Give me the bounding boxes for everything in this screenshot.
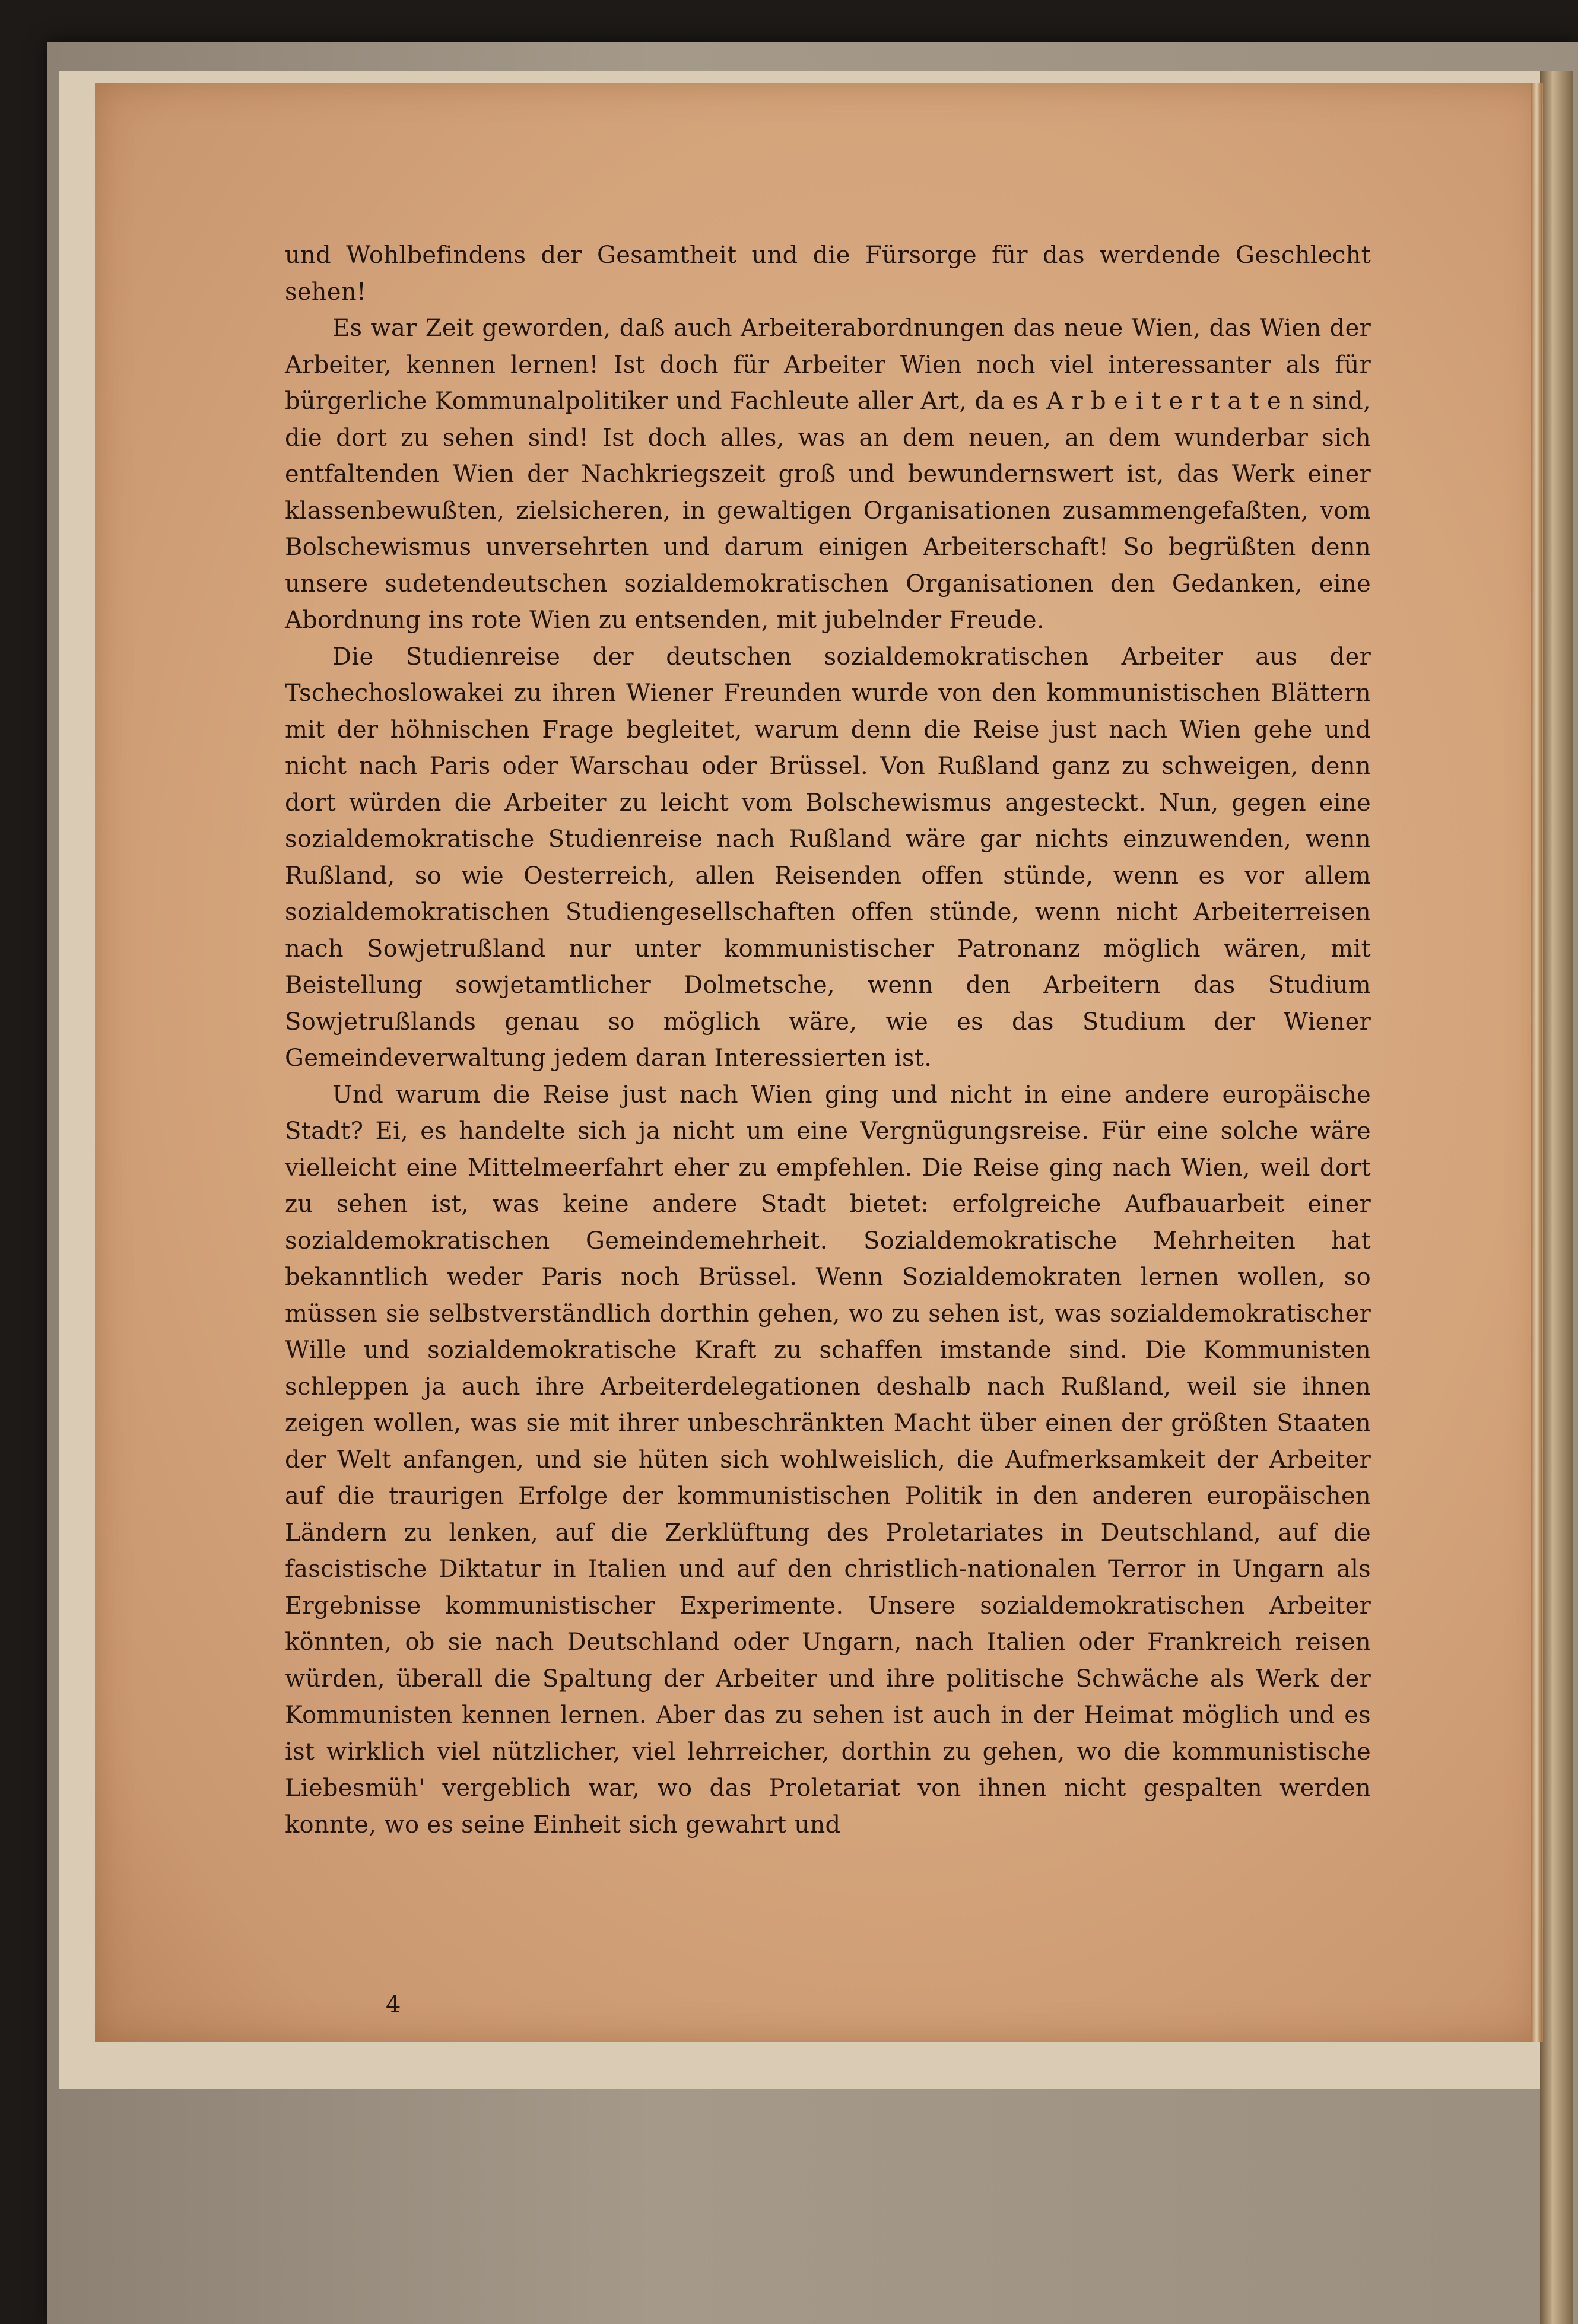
book-spine <box>1540 71 1573 2324</box>
page-number: 4 <box>386 1991 401 2018</box>
paragraph-studienreise: Die Studienreise der deutschen sozialdemokratischen Arbeiter aus der Tschechoslowakei zu ihren Wiener Freunden wurde von den kommunistischen Blättern mit der höhnischen Frage begleitet, warum denn die Reise just nach Wien gehe und nicht nach Paris oder Warschau oder Brüssel. Von Rußland ganz zu schweigen, denn dort würden die Arbeiter zu leicht vom Bolschewismus angesteckt. Nun, gegen eine sozialdemokratische Studienreise nach Rußland wäre gar nichts einzuwenden, wenn Rußland, so wie Oesterreich, allen Reisenden offen stünde, wenn es vor allem sozialdemokratischen Studiengesellschaften offen stünde, wenn nicht Arbeiterreisen nach Sowjetrußland nur unter kommunistischer Patronanz möglich wären, mit Beistellung sowjetamtlicher Dolmetsche, wenn den Arbeitern das Studium Sowjetrußlands genau so möglich wäre, wie es das Studium der Wiener Gemeindeverwaltung jedem daran Interessierten ist. <box>285 643 1371 1072</box>
paragraph-continuation: und Wohlbefindens der Gesamtheit und die Fürsorge für das werdende Geschlecht sehen! <box>285 242 1371 306</box>
paragraph-warum-wien: Und warum die Reise just nach Wien ging und nicht in eine andere europäische Stadt? Ei, es handelte sich ja nicht um eine Vergnügungsreise. Für eine solche wäre vielleicht eine Mittelmeerfahrt eher zu empfehlen. Die Reise ging nach Wien, weil dort zu sehen ist, was keine andere Stadt bietet: erfolgreiche Aufbauarbeit einer sozialdemokratischen Gemeindemehrheit. Sozialdemokratische Mehrheiten hat bekanntlich weder Paris noch Brüssel. Wenn Sozialdemokraten lernen wollen, so müssen sie selbstverständlich dorthin gehen, wo zu sehen ist, was sozialdemokratischer Wille und sozialdemokratische Kraft zu schaffen imstande sind. Die Kommunisten schleppen ja auch ihre Arbeiterdelegationen deshalb nach Rußland, weil sie ihnen zeigen wollen, was sie mit ihrer unbeschränkten Macht über einen der größten Staaten der Welt anfangen, und sie hüten sich wohlweislich, die Aufmerksamkeit der Arbeiter auf die traurigen Erfolge der kommunistischen Politik in den anderen europäischen Ländern zu lenken, auf die Zerklüftung des Proletariates in Deutschland, auf die fascistische Diktatur in Italien und auf den christlich-nationalen Terror in Ungarn als Ergebnisse kommunistischer Experimente. Unsere sozialdemokratischen Arbeiter könnten, ob sie nach Deutschland oder Ungarn, nach Italien oder Frankreich reisen würden, überall die Spaltung der Arbeiter und ihre politische Schwäche als Werk der Kommunisten kennen lernen. Aber das zu sehen ist auch in der Heimat möglich und es ist wirklich viel nützlicher, viel lehrreicher, dorthin zu gehen, wo die kommunistische Liebesmüh' vergeblich war, wo das Proletariat von ihnen nicht gespalten werden konnte, wo es seine Einheit sich gewahrt und <box>285 1081 1371 1839</box>
paragraph-arbeiterabordnungen: Es war Zeit geworden, daß auch Arbeiterabordnungen das neue Wien, das Wien der Arbeiter, kennen lernen! Ist doch für Arbeiter Wien noch viel interessanter als für bürgerliche Kommunalpolitiker und Fachleute aller Art, da es A r b e i t e r t a t e n sind, die dort zu sehen sind! Ist doch alles, was an dem neuen, an dem wunderbar sich entfaltenden Wien der Nachkriegszeit groß und bewundernswert ist, das Werk einer klassenbewußten, zielsicheren, in gewaltigen Organisationen zusammengefaßten, vom Bolschewismus unversehrten und darum einigen Arbeiterschaft! So begrüßten denn unsere sudetendeutschen sozialdemokratischen Organisationen den Gedanken, eine Abordnung ins rote Wien zu entsenden, mit jubelnder Freude. <box>285 315 1371 634</box>
page-edge <box>1531 83 1542 2042</box>
body-text <box>285 237 1371 1843</box>
